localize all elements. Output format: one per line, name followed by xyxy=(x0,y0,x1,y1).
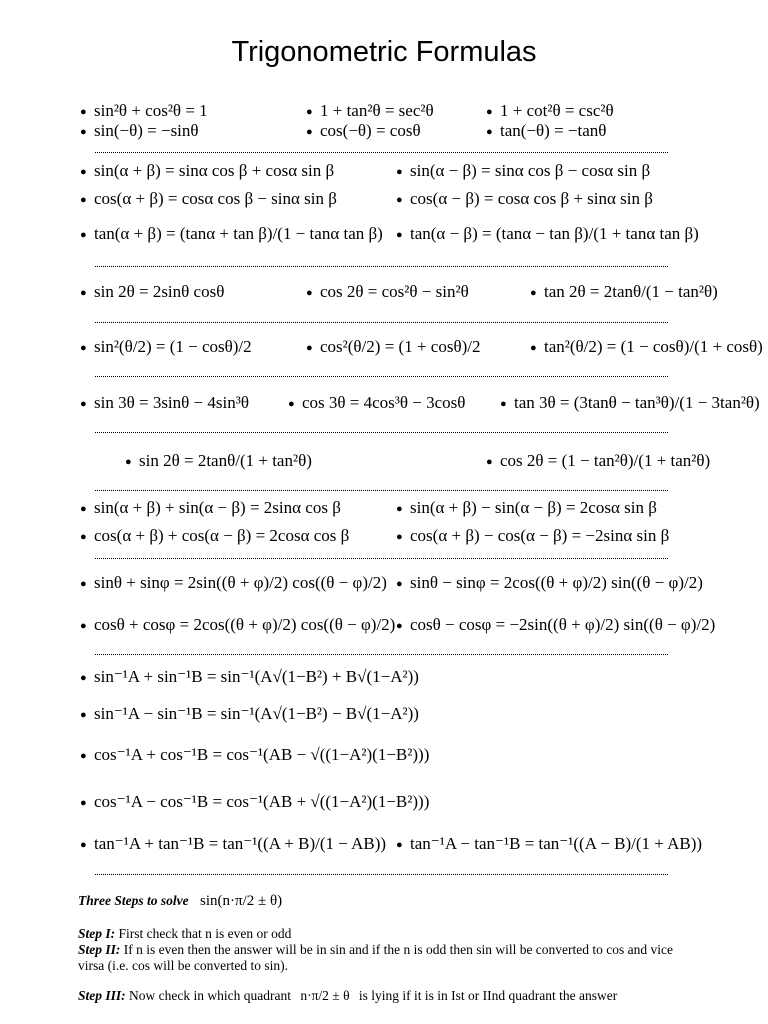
dotted-divider xyxy=(95,874,668,875)
bullet-icon xyxy=(80,668,94,688)
formula-text: sin 2θ = 2sinθ cosθ xyxy=(94,282,225,301)
formula-tan_form-1 xyxy=(486,451,710,472)
formula-inverse-0 xyxy=(80,667,419,688)
formula-text: cos 2θ = (1 − tan²θ)/(1 + tan²θ) xyxy=(500,451,711,470)
bullet-icon xyxy=(396,499,410,519)
bullet-icon xyxy=(80,835,94,855)
dotted-divider xyxy=(95,266,668,267)
formula-text: sin(−θ) = −sinθ xyxy=(94,121,199,140)
bullet-icon xyxy=(500,394,514,414)
bullet-icon xyxy=(306,122,320,142)
formula-sum_diff-4 xyxy=(80,224,383,245)
formula-text: cos(α + β) = cosα cos β − sinα sin β xyxy=(94,189,337,208)
bullet-icon xyxy=(80,122,94,142)
formula-text: cosθ − cosφ = −2sin((θ + φ)/2) sin((θ − φ)/2) xyxy=(410,615,716,634)
formula-text: tan(α + β) = (tanα + tan β)/(1 − tanα tan β) xyxy=(94,224,383,243)
formula-sum_diff-0 xyxy=(80,161,334,182)
bullet-icon xyxy=(80,616,94,636)
formula-triple-2 xyxy=(500,393,760,414)
step-3-text-a: Now check in which quadrant xyxy=(129,988,291,1003)
step-1-label: Step I: xyxy=(78,926,116,941)
formula-text: 1 + tan²θ = sec²θ xyxy=(320,101,434,120)
formula-tan_form-0 xyxy=(125,451,312,472)
dotted-divider xyxy=(95,376,668,377)
formula-sum_diff-3 xyxy=(396,189,653,210)
bullet-icon xyxy=(80,793,94,813)
formula-text: sin(α + β) − sin(α − β) = 2cosα sin β xyxy=(410,498,657,517)
bullet-icon xyxy=(80,394,94,414)
formula-sum_diff-5 xyxy=(396,224,699,245)
step-2 xyxy=(78,942,688,974)
steps-heading-expr: sin(n·π/2 ± θ) xyxy=(200,893,283,909)
formula-row1-0 xyxy=(80,101,208,122)
formula-sum_diff-2 xyxy=(80,189,337,210)
formula-text: cos(α − β) = cosα cos β + sinα sin β xyxy=(410,189,653,208)
formula-text: tan²(θ/2) = (1 − cosθ)/(1 + cosθ) xyxy=(544,337,763,356)
dotted-divider xyxy=(95,558,668,559)
formula-half-0 xyxy=(80,337,252,358)
dotted-divider xyxy=(95,654,668,655)
bullet-icon xyxy=(80,102,94,122)
formula-text: tan(α − β) = (tanα − tan β)/(1 + tanα tan β) xyxy=(410,224,699,243)
bullet-icon xyxy=(80,705,94,725)
formula-text: sin⁻¹A − sin⁻¹B = sin⁻¹(A√(1−B²) − B√(1−A²)) xyxy=(94,704,419,723)
formula-double-2 xyxy=(530,282,718,303)
formula-inverse-3 xyxy=(80,792,429,813)
formula-triple-0 xyxy=(80,393,249,414)
formula-text: tan 3θ = (3tanθ − tan³θ)/(1 − 3tan²θ) xyxy=(514,393,760,412)
formula-text: tan 2θ = 2tanθ/(1 − tan²θ) xyxy=(544,282,718,301)
bullet-icon xyxy=(486,452,500,472)
formula-text: sin(α − β) = sinα cos β − cosα sin β xyxy=(410,161,651,180)
bullet-icon xyxy=(396,835,410,855)
formula-text: sin(α + β) = sinα cos β + cosα sin β xyxy=(94,161,335,180)
formula-text: cos⁻¹A − cos⁻¹B = cos⁻¹(AB + √((1−A²)(1−B²))) xyxy=(94,792,430,811)
formula-text: cos(α + β) + cos(α − β) = 2cosα cos β xyxy=(94,526,350,545)
formula-double-1 xyxy=(306,282,469,303)
formula-text: cos⁻¹A + cos⁻¹B = cos⁻¹(AB − √((1−A²)(1−B²))) xyxy=(94,745,430,764)
bullet-icon xyxy=(288,394,302,414)
formula-text: cosθ + cosφ = 2cos((θ + φ)/2) cos((θ − φ)/2) xyxy=(94,615,396,634)
step-1-text: First check that n is even or odd xyxy=(118,926,292,941)
bullet-icon xyxy=(80,499,94,519)
formula-sum_prod-1 xyxy=(396,573,703,594)
bullet-icon xyxy=(486,122,500,142)
steps-section xyxy=(78,886,688,1004)
formula-inverse-2 xyxy=(80,745,429,766)
bullet-icon xyxy=(80,338,94,358)
formula-text: tan⁻¹A + tan⁻¹B = tan⁻¹((A + B)/(1 − AB)) xyxy=(94,834,387,853)
step-3-label: Step III: xyxy=(78,988,126,1003)
formula-text: sin 2θ = 2tanθ/(1 + tan²θ) xyxy=(139,451,312,470)
formula-prod-3 xyxy=(396,526,669,547)
bullet-icon xyxy=(80,574,94,594)
formula-sum_diff-1 xyxy=(396,161,650,182)
formula-text: sin⁻¹A + sin⁻¹B = sin⁻¹(A√(1−B²) + B√(1−A²)) xyxy=(94,667,419,686)
formula-text: sinθ + sinφ = 2sin((θ + φ)/2) cos((θ − φ)/2) xyxy=(94,573,387,592)
formula-text: sin²θ + cos²θ = 1 xyxy=(94,101,208,120)
dotted-divider xyxy=(95,432,668,433)
bullet-icon xyxy=(396,225,410,245)
bullet-icon xyxy=(396,190,410,210)
step-3 xyxy=(78,988,688,1004)
bullet-icon xyxy=(530,283,544,303)
formula-text: sin²(θ/2) = (1 − cosθ)/2 xyxy=(94,337,252,356)
formula-half-1 xyxy=(306,337,480,358)
formula-prod-0 xyxy=(80,498,341,519)
bullet-icon xyxy=(530,338,544,358)
bullet-icon xyxy=(80,283,94,303)
formula-row1-5 xyxy=(486,121,606,142)
formula-row1-1 xyxy=(306,101,434,122)
formula-inverse-5 xyxy=(396,834,702,855)
formula-text: sin 3θ = 3sinθ − 4sin³θ xyxy=(94,393,249,412)
step-3-expr: n·π/2 ± θ xyxy=(300,988,350,1003)
bullet-icon xyxy=(486,102,500,122)
formula-half-2 xyxy=(530,337,763,358)
dotted-divider xyxy=(95,152,668,153)
formula-text: sinθ − sinφ = 2cos((θ + φ)/2) sin((θ − φ)/2) xyxy=(410,573,703,592)
bullet-icon xyxy=(306,283,320,303)
formula-inverse-1 xyxy=(80,704,419,725)
bullet-icon xyxy=(80,746,94,766)
formula-text: cos(−θ) = cosθ xyxy=(320,121,421,140)
bullet-icon xyxy=(306,338,320,358)
step-1 xyxy=(78,926,688,942)
bullet-icon xyxy=(306,102,320,122)
formula-sum_prod-2 xyxy=(80,615,395,636)
page-title: Trigonometric Formulas xyxy=(231,36,537,68)
formula-text: cos²(θ/2) = (1 + cosθ)/2 xyxy=(320,337,481,356)
step-2-text: If n is even then the answer will be in sin and if the n is odd then sin will be converted to cos and vice virsa (i.e. cos will be converted to sin). xyxy=(78,942,674,973)
formula-text: sin(α + β) + sin(α − β) = 2sinα cos β xyxy=(94,498,341,517)
formula-prod-2 xyxy=(80,526,349,547)
formula-text: cos(α + β) − cos(α − β) = −2sinα sin β xyxy=(410,526,670,545)
bullet-icon xyxy=(396,616,410,636)
formula-double-0 xyxy=(80,282,224,303)
bullet-icon xyxy=(396,527,410,547)
formula-inverse-4 xyxy=(80,834,386,855)
step-2-label: Step II: xyxy=(78,942,121,957)
formula-sum_prod-3 xyxy=(396,615,715,636)
bullet-icon xyxy=(80,225,94,245)
dotted-divider xyxy=(95,322,668,323)
formula-text: tan(−θ) = −tanθ xyxy=(500,121,607,140)
bullet-icon xyxy=(396,574,410,594)
formula-text: cos 2θ = cos²θ − sin²θ xyxy=(320,282,469,301)
formula-text: cos 3θ = 4cos³θ − 3cosθ xyxy=(302,393,466,412)
formula-row1-3 xyxy=(80,121,199,142)
formula-row1-4 xyxy=(306,121,421,142)
step-3-text-b: is lying if it is in Ist or IInd quadrant the answer xyxy=(358,988,618,1003)
formula-text: 1 + cot²θ = csc²θ xyxy=(500,101,614,120)
bullet-icon xyxy=(125,452,139,472)
bullet-icon xyxy=(396,162,410,182)
formula-triple-1 xyxy=(288,393,465,414)
bullet-icon xyxy=(80,527,94,547)
formula-row1-2 xyxy=(486,101,614,122)
bullet-icon xyxy=(80,162,94,182)
steps-heading: Three Steps to solve xyxy=(78,893,189,908)
dotted-divider xyxy=(95,490,668,491)
formula-prod-1 xyxy=(396,498,657,519)
formula-text: tan⁻¹A − tan⁻¹B = tan⁻¹((A − B)/(1 + AB)) xyxy=(410,834,703,853)
formula-sum_prod-0 xyxy=(80,573,387,594)
bullet-icon xyxy=(80,190,94,210)
